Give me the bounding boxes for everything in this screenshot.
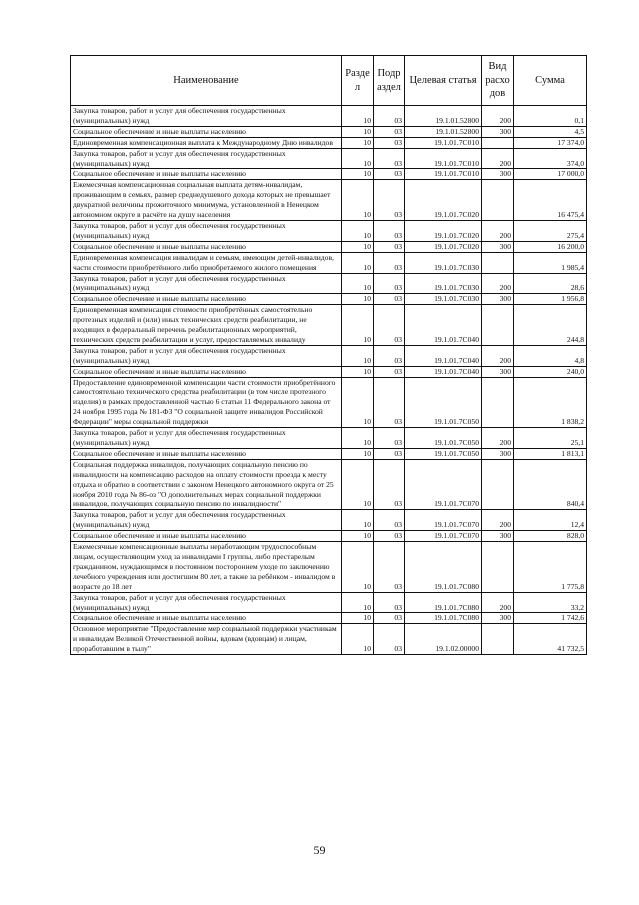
cell-section: 10 bbox=[342, 180, 374, 221]
table-row bbox=[71, 180, 587, 221]
cell-name: Единовременная компенсация инвалидам и семьям, имеющим детей-инвалидов, части стоимости приобретённого либо приобретаемого жилого помещения bbox=[71, 252, 342, 273]
cell-subsection: 03 bbox=[374, 220, 405, 241]
table-row bbox=[71, 448, 587, 459]
cell-name: Закупка товаров, работ и услуг для обеспечения государственных (муниципальных) нужд bbox=[71, 220, 342, 241]
cell-name: Закупка товаров, работ и услуг для обеспечения государственных (муниципальных) нужд bbox=[71, 148, 342, 169]
cell-type: 300 bbox=[482, 531, 514, 542]
cell-type bbox=[482, 305, 514, 346]
cell-target: 19.1.01.7С010 bbox=[405, 148, 482, 169]
cell-target: 19.1.01.7С020 bbox=[405, 180, 482, 221]
cell-subsection: 03 bbox=[374, 448, 405, 459]
cell-type: 200 bbox=[482, 273, 514, 294]
cell-sum: 41 732,5 bbox=[514, 624, 587, 655]
cell-name: Социальное обеспечение и иные выплаты населению bbox=[71, 241, 342, 252]
cell-target: 19.1.01.52800 bbox=[405, 126, 482, 137]
table-row bbox=[71, 624, 587, 655]
column-header-type: Вид расхо дов bbox=[482, 56, 514, 106]
cell-name: Социальное обеспечение и иные выплаты населению bbox=[71, 613, 342, 624]
cell-name: Единовременная компенсационная выплата к Международному Дню инвалидов bbox=[71, 137, 342, 148]
cell-sum: 1 985,4 bbox=[514, 252, 587, 273]
table-row bbox=[71, 459, 587, 510]
cell-subsection: 03 bbox=[374, 377, 405, 428]
cell-subsection: 03 bbox=[374, 624, 405, 655]
cell-subsection: 03 bbox=[374, 592, 405, 613]
table-row bbox=[71, 220, 587, 241]
table-row bbox=[71, 126, 587, 137]
cell-section: 10 bbox=[342, 448, 374, 459]
cell-subsection: 03 bbox=[374, 106, 405, 127]
cell-target: 19.1.01.7С030 bbox=[405, 294, 482, 305]
cell-subsection: 03 bbox=[374, 241, 405, 252]
cell-sum: 25,1 bbox=[514, 428, 587, 449]
cell-target: 19.1.01.7С010 bbox=[405, 137, 482, 148]
cell-target: 19.1.01.7С020 bbox=[405, 241, 482, 252]
cell-name: Социальное обеспечение и иные выплаты населению bbox=[71, 169, 342, 180]
cell-type bbox=[482, 542, 514, 593]
table-row bbox=[71, 613, 587, 624]
cell-subsection: 03 bbox=[374, 305, 405, 346]
cell-name: Социальное обеспечение и иные выплаты населению bbox=[71, 294, 342, 305]
cell-section: 10 bbox=[342, 592, 374, 613]
cell-subsection: 03 bbox=[374, 252, 405, 273]
cell-section: 10 bbox=[342, 510, 374, 531]
cell-subsection: 03 bbox=[374, 137, 405, 148]
cell-sum: 840,4 bbox=[514, 459, 587, 510]
cell-name: Предоставление единовременной компенсации части стоимости приобретённого самостоятельно технического средства реабилитации (в том числе протезного изделия) в рамках предоставленной частью 6 статьи 11 Федерального закона от 24 ноября 1995 года № 181-ФЗ "О социальной защите инвалидов Российской Федерации" меры социальной поддержки bbox=[71, 377, 342, 428]
cell-section: 10 bbox=[342, 377, 374, 428]
cell-subsection: 03 bbox=[374, 169, 405, 180]
cell-subsection: 03 bbox=[374, 366, 405, 377]
cell-sum: 1 742,6 bbox=[514, 613, 587, 624]
cell-type: 300 bbox=[482, 613, 514, 624]
cell-sum: 240,0 bbox=[514, 366, 587, 377]
table-row bbox=[71, 241, 587, 252]
cell-section: 10 bbox=[342, 459, 374, 510]
cell-target: 19.1.01.7С050 bbox=[405, 428, 482, 449]
cell-sum: 17 374,0 bbox=[514, 137, 587, 148]
cell-name: Ежемесячная компенсационная социальная выплата детям-инвалидам, проживающим в семьях, размер среднедушевого дохода которых не превышает двукратной величины прожиточного минимума, установленной в Ненецком автономном округе в расчёте на душу населения bbox=[71, 180, 342, 221]
table-row bbox=[71, 252, 587, 273]
cell-section: 10 bbox=[342, 531, 374, 542]
cell-sum: 28,6 bbox=[514, 273, 587, 294]
cell-type: 200 bbox=[482, 345, 514, 366]
cell-type bbox=[482, 180, 514, 221]
table-row bbox=[71, 106, 587, 127]
column-header-subsection: Подр аздел bbox=[374, 56, 405, 106]
cell-sum: 33,2 bbox=[514, 592, 587, 613]
cell-name: Закупка товаров, работ и услуг для обеспечения государственных (муниципальных) нужд bbox=[71, 428, 342, 449]
cell-target: 19.1.01.7С080 bbox=[405, 542, 482, 593]
cell-name: Социальное обеспечение и иные выплаты населению bbox=[71, 126, 342, 137]
cell-name: Закупка товаров, работ и услуг для обеспечения государственных (муниципальных) нужд bbox=[71, 592, 342, 613]
cell-type: 300 bbox=[482, 126, 514, 137]
table-row bbox=[71, 148, 587, 169]
cell-subsection: 03 bbox=[374, 613, 405, 624]
cell-type: 300 bbox=[482, 169, 514, 180]
cell-type: 300 bbox=[482, 366, 514, 377]
cell-type: 200 bbox=[482, 428, 514, 449]
cell-sum: 275,4 bbox=[514, 220, 587, 241]
cell-subsection: 03 bbox=[374, 428, 405, 449]
cell-target: 19.1.01.7С050 bbox=[405, 448, 482, 459]
cell-section: 10 bbox=[342, 345, 374, 366]
cell-type: 200 bbox=[482, 148, 514, 169]
table-row bbox=[71, 592, 587, 613]
cell-name: Основное мероприятие "Предоставление мер социальной поддержки участникам и инвалидам Великой Отечественной войны, вдовам (вдовцам) и лицам, проработавшим в тылу" bbox=[71, 624, 342, 655]
cell-sum: 12,4 bbox=[514, 510, 587, 531]
cell-section: 10 bbox=[342, 252, 374, 273]
cell-name: Ежемесячные компенсационные выплаты неработающим трудоспособным лицам, осуществляющим уход за инвалидами I группы, либо престарелым гражданином, нуждающимся в постоянном постороннем уходе по заключению лечебного учреждения или достигшим 80 лет, а также за ребёнком - инвалидом в возрасте до 18 лет bbox=[71, 542, 342, 593]
cell-type bbox=[482, 459, 514, 510]
cell-name: Единовременная компенсация стоимости приобретённых самостоятельно протезных изделий и (или) иных технических средств реабилитации, не входящих в федеральный перечень реабилитационных мероприятий, технических средств реабилитации и услуг, предоставляемых инвалиду bbox=[71, 305, 342, 346]
cell-name: Социальное обеспечение и иные выплаты населению bbox=[71, 366, 342, 377]
cell-type bbox=[482, 624, 514, 655]
cell-sum: 1 838,2 bbox=[514, 377, 587, 428]
cell-sum: 4,8 bbox=[514, 345, 587, 366]
cell-type: 200 bbox=[482, 592, 514, 613]
cell-sum: 17 000,0 bbox=[514, 169, 587, 180]
table-row bbox=[71, 294, 587, 305]
page-number: 59 bbox=[313, 843, 326, 857]
table-row bbox=[71, 531, 587, 542]
column-header-target: Целевая статья bbox=[405, 56, 482, 106]
cell-sum: 244,8 bbox=[514, 305, 587, 346]
cell-type: 200 bbox=[482, 106, 514, 127]
cell-sum: 1 813,1 bbox=[514, 448, 587, 459]
cell-target: 19.1.02.00000 bbox=[405, 624, 482, 655]
cell-type: 200 bbox=[482, 220, 514, 241]
table-row bbox=[71, 542, 587, 593]
cell-sum: 374,0 bbox=[514, 148, 587, 169]
cell-sum: 16 200,0 bbox=[514, 241, 587, 252]
cell-target: 19.1.01.52800 bbox=[405, 106, 482, 127]
cell-sum: 16 475,4 bbox=[514, 180, 587, 221]
cell-target: 19.1.01.7С070 bbox=[405, 510, 482, 531]
column-header-name: Наименование bbox=[71, 56, 342, 106]
cell-subsection: 03 bbox=[374, 531, 405, 542]
cell-type bbox=[482, 377, 514, 428]
cell-target: 19.1.01.7С040 bbox=[405, 305, 482, 346]
cell-type: 300 bbox=[482, 241, 514, 252]
cell-target: 19.1.01.7С030 bbox=[405, 252, 482, 273]
table-row bbox=[71, 137, 587, 148]
cell-subsection: 03 bbox=[374, 148, 405, 169]
cell-target: 19.1.01.7С080 bbox=[405, 592, 482, 613]
cell-subsection: 03 bbox=[374, 459, 405, 510]
cell-section: 10 bbox=[342, 241, 374, 252]
cell-section: 10 bbox=[342, 613, 374, 624]
cell-name: Социальное обеспечение и иные выплаты населению bbox=[71, 531, 342, 542]
table-row bbox=[71, 169, 587, 180]
cell-name: Закупка товаров, работ и услуг для обеспечения государственных (муниципальных) нужд bbox=[71, 273, 342, 294]
cell-section: 10 bbox=[342, 220, 374, 241]
cell-section: 10 bbox=[342, 273, 374, 294]
cell-name: Закупка товаров, работ и услуг для обеспечения государственных (муниципальных) нужд bbox=[71, 345, 342, 366]
cell-subsection: 03 bbox=[374, 180, 405, 221]
cell-target: 19.1.01.7С080 bbox=[405, 613, 482, 624]
table-row bbox=[71, 305, 587, 346]
cell-type bbox=[482, 137, 514, 148]
table-row bbox=[71, 366, 587, 377]
cell-target: 19.1.01.7С040 bbox=[405, 366, 482, 377]
cell-name: Закупка товаров, работ и услуг для обеспечения государственных (муниципальных) нужд bbox=[71, 510, 342, 531]
cell-target: 19.1.01.7С050 bbox=[405, 377, 482, 428]
cell-name: Социальная поддержка инвалидов, получающих социальную пенсию по инвалидности на компенсацию расходов на оплату стоимости проезда к месту отдыха и обратно в соответствии с законом Ненецкого автономного округа от 25 ноября 2010 года № 86-оз "О дополнительных мерах социальной поддержки инвалидов, получающих социальную пенсию по инвалидности" bbox=[71, 459, 342, 510]
table-row bbox=[71, 345, 587, 366]
cell-target: 19.1.01.7С020 bbox=[405, 220, 482, 241]
cell-sum: 1 775,8 bbox=[514, 542, 587, 593]
cell-section: 10 bbox=[342, 542, 374, 593]
cell-section: 10 bbox=[342, 624, 374, 655]
cell-target: 19.1.01.7С070 bbox=[405, 531, 482, 542]
table-row bbox=[71, 510, 587, 531]
cell-section: 10 bbox=[342, 305, 374, 346]
cell-section: 10 bbox=[342, 428, 374, 449]
cell-target: 19.1.01.7С010 bbox=[405, 169, 482, 180]
cell-section: 10 bbox=[342, 148, 374, 169]
cell-section: 10 bbox=[342, 366, 374, 377]
cell-subsection: 03 bbox=[374, 345, 405, 366]
cell-type: 200 bbox=[482, 510, 514, 531]
cell-sum: 4,5 bbox=[514, 126, 587, 137]
cell-sum: 1 956,8 bbox=[514, 294, 587, 305]
cell-subsection: 03 bbox=[374, 542, 405, 593]
cell-subsection: 03 bbox=[374, 273, 405, 294]
cell-type bbox=[482, 252, 514, 273]
cell-section: 10 bbox=[342, 137, 374, 148]
table-header-row bbox=[71, 56, 587, 106]
cell-section: 10 bbox=[342, 126, 374, 137]
table-row bbox=[71, 273, 587, 294]
cell-subsection: 03 bbox=[374, 126, 405, 137]
cell-section: 10 bbox=[342, 106, 374, 127]
cell-sum: 828,0 bbox=[514, 531, 587, 542]
cell-section: 10 bbox=[342, 294, 374, 305]
cell-subsection: 03 bbox=[374, 294, 405, 305]
table-row bbox=[71, 377, 587, 428]
cell-name: Закупка товаров, работ и услуг для обеспечения государственных (муниципальных) нужд bbox=[71, 106, 342, 127]
cell-target: 19.1.01.7С040 bbox=[405, 345, 482, 366]
cell-target: 19.1.01.7С070 bbox=[405, 459, 482, 510]
cell-target: 19.1.01.7С030 bbox=[405, 273, 482, 294]
table-body bbox=[71, 106, 587, 655]
cell-sum: 0,1 bbox=[514, 106, 587, 127]
cell-type: 300 bbox=[482, 294, 514, 305]
budget-table bbox=[70, 55, 587, 655]
table-row bbox=[71, 428, 587, 449]
cell-type: 300 bbox=[482, 448, 514, 459]
cell-section: 10 bbox=[342, 169, 374, 180]
column-header-sum: Сумма bbox=[514, 56, 587, 106]
cell-name: Социальное обеспечение и иные выплаты населению bbox=[71, 448, 342, 459]
cell-subsection: 03 bbox=[374, 510, 405, 531]
column-header-section: Разде л bbox=[342, 56, 374, 106]
